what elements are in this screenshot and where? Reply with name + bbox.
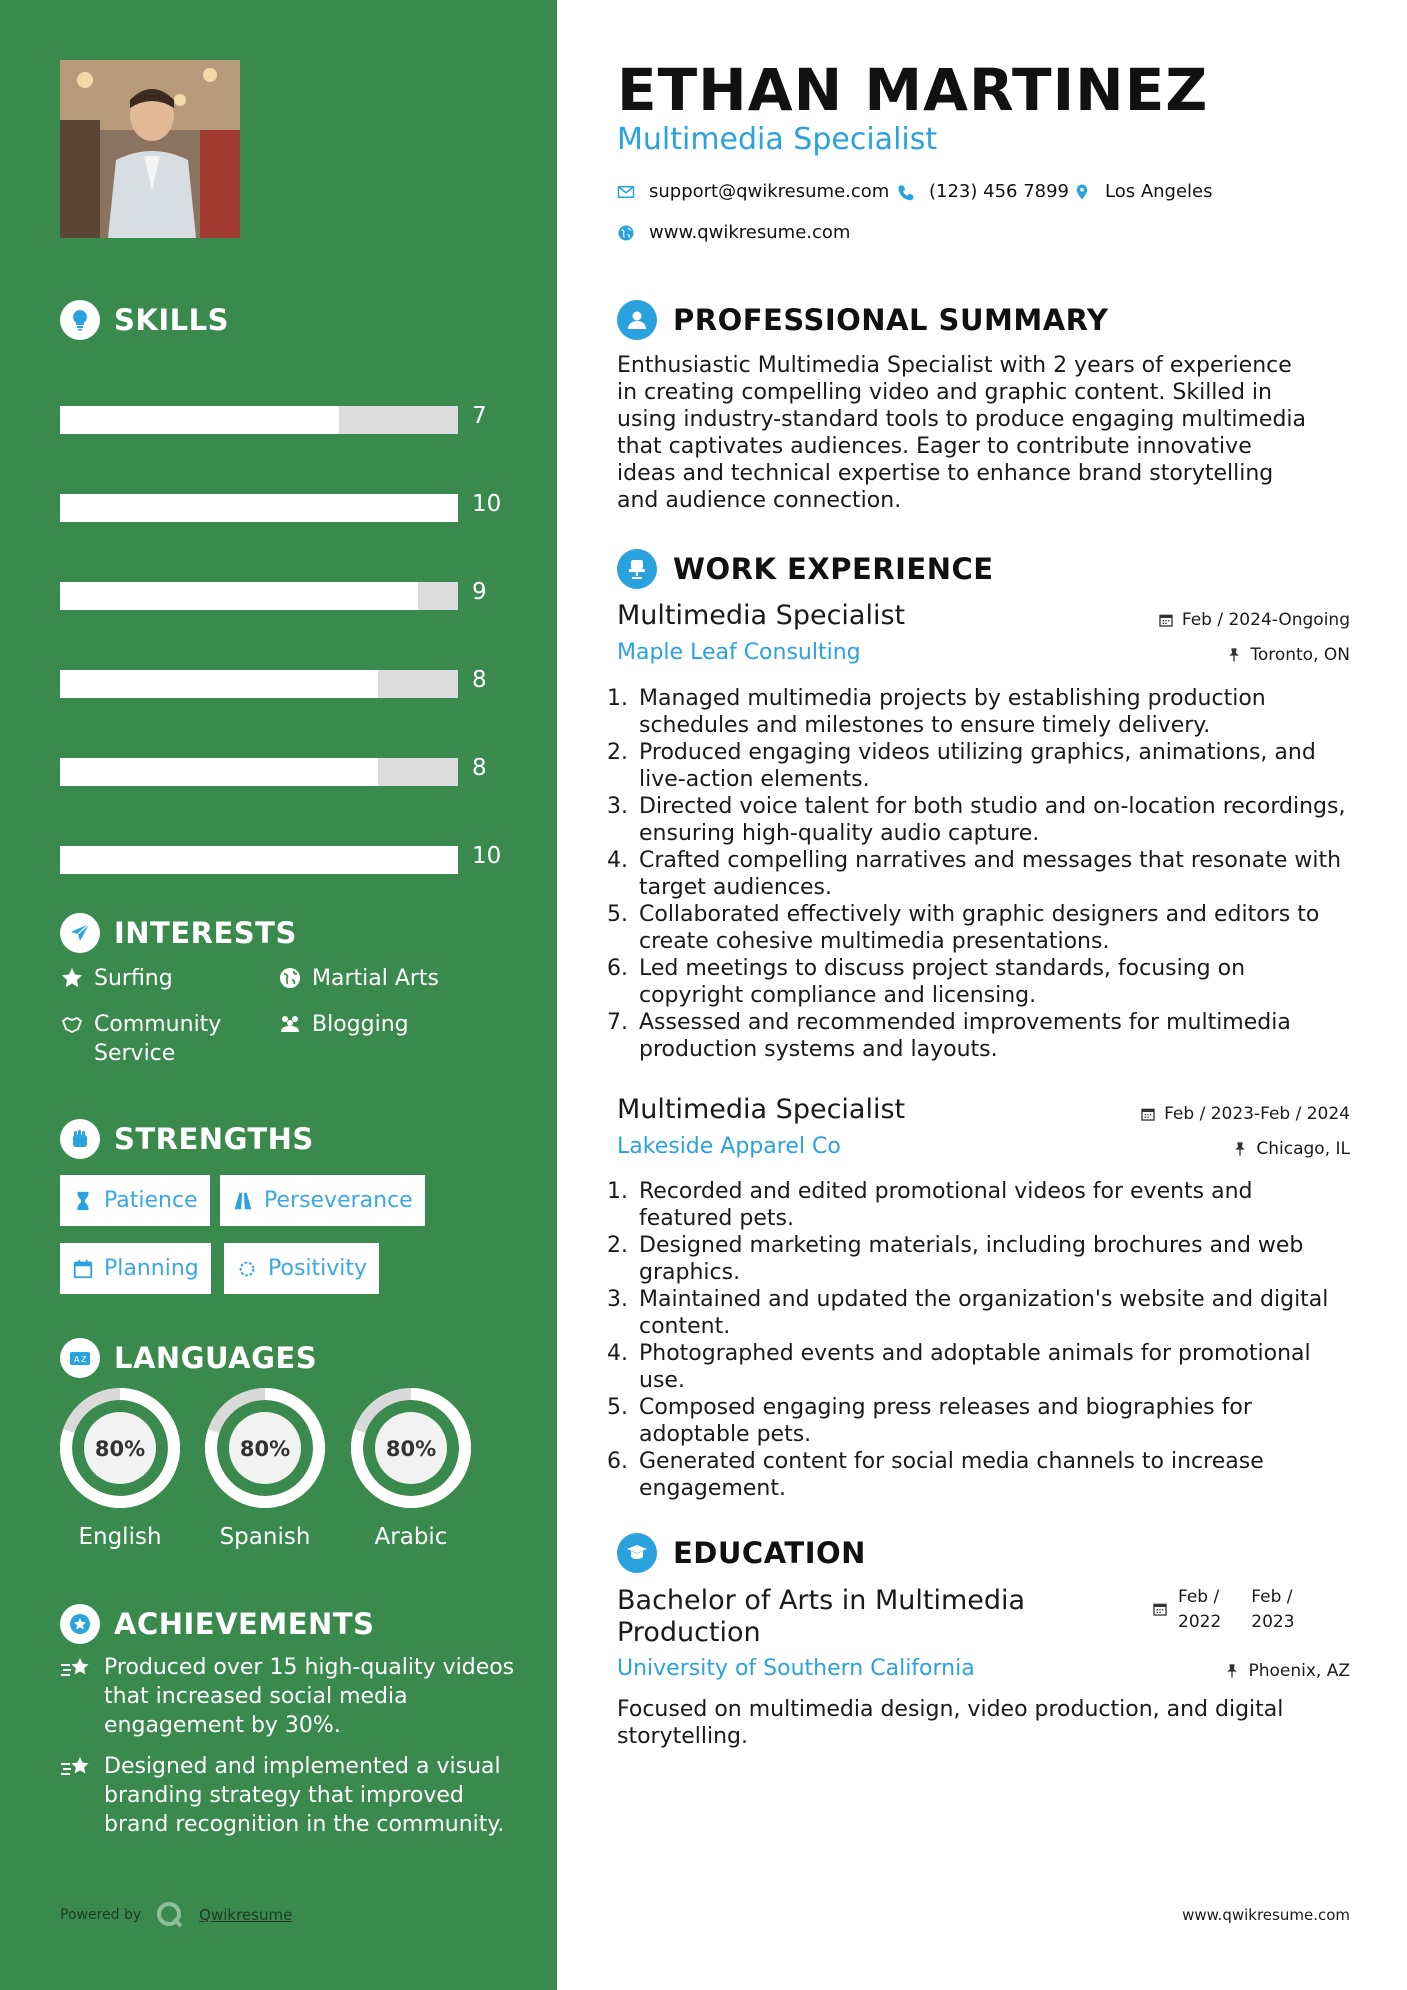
education-start bbox=[1178, 1585, 1221, 1635]
skill-bar-fill bbox=[60, 582, 418, 610]
powered-by bbox=[60, 1900, 292, 1930]
globe-icon bbox=[617, 224, 635, 242]
skills-title: SKILLS bbox=[114, 303, 229, 337]
phone-text: (123) 456 7899 bbox=[929, 181, 1070, 202]
achievement-item bbox=[60, 1752, 520, 1839]
strengths-title: STRENGTHS bbox=[114, 1122, 314, 1156]
achievements-title: ACHIEVEMENTS bbox=[114, 1607, 375, 1641]
phone-icon bbox=[897, 183, 915, 201]
star-badge-icon bbox=[60, 1604, 100, 1644]
skill-level: 9 bbox=[472, 579, 487, 605]
achievements-heading bbox=[60, 1604, 374, 1644]
interest-label: Community Service bbox=[94, 1012, 222, 1066]
paper-plane-icon bbox=[60, 913, 100, 953]
summary-title: PROFESSIONAL SUMMARY bbox=[673, 303, 1109, 337]
strength-label: Patience bbox=[104, 1188, 198, 1213]
skill-level: 8 bbox=[472, 755, 487, 781]
interest-label: Martial Arts bbox=[312, 966, 440, 991]
language-ring bbox=[349, 1386, 473, 1510]
education-description: Focused on multimedia design, video production, and digital storytelling. bbox=[617, 1697, 1284, 1749]
education-location-text: Phoenix, AZ bbox=[1248, 1661, 1350, 1681]
hourglass-icon bbox=[72, 1190, 94, 1212]
skill-level: 10 bbox=[472, 491, 502, 517]
interest-item bbox=[60, 1010, 230, 1068]
strength-label: Perseverance bbox=[264, 1188, 413, 1213]
strengths-heading bbox=[60, 1119, 314, 1159]
road-icon bbox=[232, 1190, 254, 1212]
summary-heading bbox=[617, 300, 1108, 340]
interests-title: INTERESTS bbox=[114, 916, 297, 950]
skill-bar bbox=[60, 494, 458, 522]
skill-level: 8 bbox=[472, 667, 487, 693]
job-duty: 1. Managed multimedia projects by establishing production schedules and milestones to ensure timely delivery. bbox=[635, 685, 1350, 739]
job-company: Maple Leaf Consulting bbox=[617, 640, 861, 665]
job-dates bbox=[1158, 610, 1350, 630]
education-end-line1: Feb / bbox=[1251, 1587, 1293, 1607]
interests-heading bbox=[60, 913, 297, 953]
interest-item bbox=[278, 964, 439, 993]
candidate-role: Multimedia Specialist bbox=[617, 122, 938, 157]
job-dates-text: Feb / 2023-Feb / 2024 bbox=[1164, 1104, 1350, 1124]
pushpin-icon bbox=[1232, 1141, 1248, 1157]
language-ring bbox=[203, 1386, 327, 1510]
language-ring bbox=[58, 1386, 182, 1510]
skill-level: 10 bbox=[472, 843, 502, 869]
achievement-text: Produced over 15 high-quality videos that increased social media engagement by 30%. bbox=[104, 1655, 515, 1738]
envelope-icon bbox=[617, 183, 635, 201]
strength-tag bbox=[60, 1243, 211, 1294]
job-duty: 3. Directed voice talent for both studio and on-location recordings, ensuring high-quality audio capture. bbox=[635, 793, 1350, 847]
contact-website bbox=[617, 222, 850, 243]
svg-text:A: A bbox=[74, 1355, 80, 1364]
education-title: EDUCATION bbox=[673, 1536, 866, 1570]
interest-label: Surfing bbox=[94, 966, 173, 991]
calendar-icon bbox=[1140, 1106, 1156, 1122]
education-school: University of Southern California bbox=[617, 1656, 975, 1681]
job-duty: 5. Composed engaging press releases and biographies for adoptable pets. bbox=[635, 1394, 1350, 1448]
strength-label: Planning bbox=[104, 1256, 199, 1281]
website-text[interactable]: www.qwikresume.com bbox=[649, 222, 851, 243]
briefcase-chair-icon bbox=[617, 549, 657, 589]
achievement-text: Designed and implemented a visual branding strategy that improved brand recognition in the community. bbox=[104, 1754, 505, 1837]
sidebar bbox=[0, 0, 557, 1990]
experience-title: WORK EXPERIENCE bbox=[673, 552, 994, 586]
job-location-text: Toronto, ON bbox=[1250, 645, 1350, 665]
translate-icon bbox=[60, 1338, 100, 1378]
language-name: English bbox=[78, 1524, 162, 1550]
skill-bar-fill bbox=[60, 406, 339, 434]
education-end bbox=[1251, 1585, 1294, 1635]
email-text[interactable]: support@qwikresume.com bbox=[649, 181, 890, 202]
skill-bar bbox=[60, 582, 458, 610]
pushpin-icon bbox=[1224, 1663, 1240, 1679]
job-duty: 6. Led meetings to discuss project standards, focusing on copyright compliance and licensing. bbox=[635, 955, 1350, 1009]
map-pin-icon bbox=[1073, 183, 1091, 201]
users-icon bbox=[278, 1012, 302, 1036]
interest-item bbox=[60, 964, 173, 993]
strength-tag bbox=[220, 1175, 425, 1226]
job-location bbox=[1232, 1139, 1350, 1159]
profile-photo bbox=[60, 60, 240, 238]
location-text: Los Angeles bbox=[1105, 181, 1213, 202]
job-company: Lakeside Apparel Co bbox=[617, 1134, 841, 1159]
education-start-line1: Feb / bbox=[1178, 1587, 1220, 1607]
qwikresume-logo-icon bbox=[155, 1900, 185, 1930]
education-heading bbox=[617, 1533, 866, 1573]
skill-bar-fill bbox=[60, 758, 378, 786]
skill-bar bbox=[60, 406, 458, 434]
powered-by-label: Powered by bbox=[60, 1907, 142, 1923]
language-name: Arabic bbox=[374, 1524, 448, 1550]
svg-text:Z: Z bbox=[81, 1355, 87, 1364]
footer-url[interactable]: www.qwikresume.com bbox=[1182, 1906, 1350, 1924]
language-percent: 80% bbox=[94, 1437, 146, 1461]
job-duties-list bbox=[617, 685, 1350, 1063]
job-title: Multimedia Specialist bbox=[617, 600, 906, 631]
candidate-name: ETHAN MARTINEZ bbox=[617, 56, 1209, 124]
languages-title: LANGUAGES bbox=[114, 1341, 318, 1375]
job-duty: 4. Crafted compelling narratives and messages that resonate with target audiences. bbox=[635, 847, 1350, 901]
pushpin-icon bbox=[1226, 647, 1242, 663]
star-icon bbox=[60, 966, 84, 990]
languages-heading bbox=[60, 1338, 317, 1378]
job-dates bbox=[1140, 1104, 1350, 1124]
education-location bbox=[1224, 1661, 1350, 1681]
job-duty: 5. Collaborated effectively with graphic designers and editors to create cohesive multimedia presentations. bbox=[635, 901, 1350, 955]
education-degree: Bachelor of Arts in Multimedia Production bbox=[617, 1585, 1026, 1648]
experience-heading bbox=[617, 549, 994, 589]
fist-icon bbox=[60, 1119, 100, 1159]
strength-tag bbox=[60, 1175, 210, 1226]
job-duty: 7. Assessed and recommended improvements for multimedia production systems and layouts. bbox=[635, 1009, 1350, 1063]
job-duty: 2. Produced engaging videos utilizing graphics, animations, and live-action elements. bbox=[635, 739, 1350, 793]
education-dates bbox=[1152, 1585, 1295, 1635]
strength-label: Positivity bbox=[268, 1256, 368, 1281]
language-percent: 80% bbox=[385, 1437, 437, 1461]
skill-bar-fill bbox=[60, 494, 458, 522]
interest-label: Blogging bbox=[312, 1012, 409, 1037]
user-icon bbox=[617, 300, 657, 340]
shooting-star-icon bbox=[60, 1754, 92, 1782]
calendar-icon bbox=[1158, 612, 1174, 628]
job-duty: 2. Designed marketing materials, including brochures and web graphics. bbox=[635, 1232, 1350, 1286]
contact-location bbox=[1073, 181, 1213, 202]
qwikresume-link[interactable]: Qwikresume bbox=[199, 1906, 293, 1924]
language-percent: 80% bbox=[239, 1437, 291, 1461]
job-duty: 1. Recorded and edited promotional videos for events and featured pets. bbox=[635, 1178, 1350, 1232]
job-location-text: Chicago, IL bbox=[1256, 1139, 1350, 1159]
education-end-line2: 2023 bbox=[1251, 1612, 1295, 1632]
skill-bar bbox=[60, 846, 458, 874]
skill-bar-fill bbox=[60, 670, 378, 698]
language-item bbox=[203, 1386, 327, 1550]
graduate-icon bbox=[617, 1533, 657, 1573]
contact-email bbox=[617, 181, 889, 202]
job-location bbox=[1226, 645, 1350, 665]
job-duty: 3. Maintained and updated the organization's website and digital content. bbox=[635, 1286, 1350, 1340]
job-duty: 6. Generated content for social media channels to increase engagement. bbox=[635, 1448, 1350, 1502]
skill-bar bbox=[60, 758, 458, 786]
strength-tag bbox=[224, 1243, 379, 1294]
skills-heading bbox=[60, 300, 229, 340]
language-item bbox=[349, 1386, 473, 1550]
skill-level: 7 bbox=[472, 403, 487, 429]
job-duty: 4. Photographed events and adoptable animals for promotional use. bbox=[635, 1340, 1350, 1394]
calendar-icon bbox=[72, 1258, 94, 1280]
language-item bbox=[58, 1386, 182, 1550]
lightbulb-icon bbox=[60, 300, 100, 340]
job-title: Multimedia Specialist bbox=[617, 1094, 906, 1125]
profile-photo-image bbox=[60, 60, 240, 238]
job-duties-list bbox=[617, 1178, 1350, 1502]
skill-bar bbox=[60, 670, 458, 698]
globe-icon bbox=[278, 966, 302, 990]
calendar-icon bbox=[1152, 1601, 1168, 1617]
skill-bar-fill bbox=[60, 846, 458, 874]
summary-text: Enthusiastic Multimedia Specialist with 2 years of experience in creating compelling video and graphic content. Skilled in using industry-standard tools to produce engaging multimedia that captivates audiences. Eager to contribute innovative ideas and technical expertise to enhance brand storytelling and audience connection. bbox=[617, 353, 1307, 513]
interest-item bbox=[278, 1010, 409, 1039]
achievement-item bbox=[60, 1653, 520, 1740]
handshake-icon bbox=[60, 1012, 84, 1036]
contact-phone bbox=[897, 181, 1069, 202]
job-dates-text: Feb / 2024-Ongoing bbox=[1181, 610, 1350, 630]
language-name: Spanish bbox=[219, 1524, 311, 1550]
education-start-line2: 2022 bbox=[1178, 1612, 1222, 1632]
shooting-star-icon bbox=[60, 1655, 92, 1683]
sun-icon bbox=[236, 1258, 258, 1280]
